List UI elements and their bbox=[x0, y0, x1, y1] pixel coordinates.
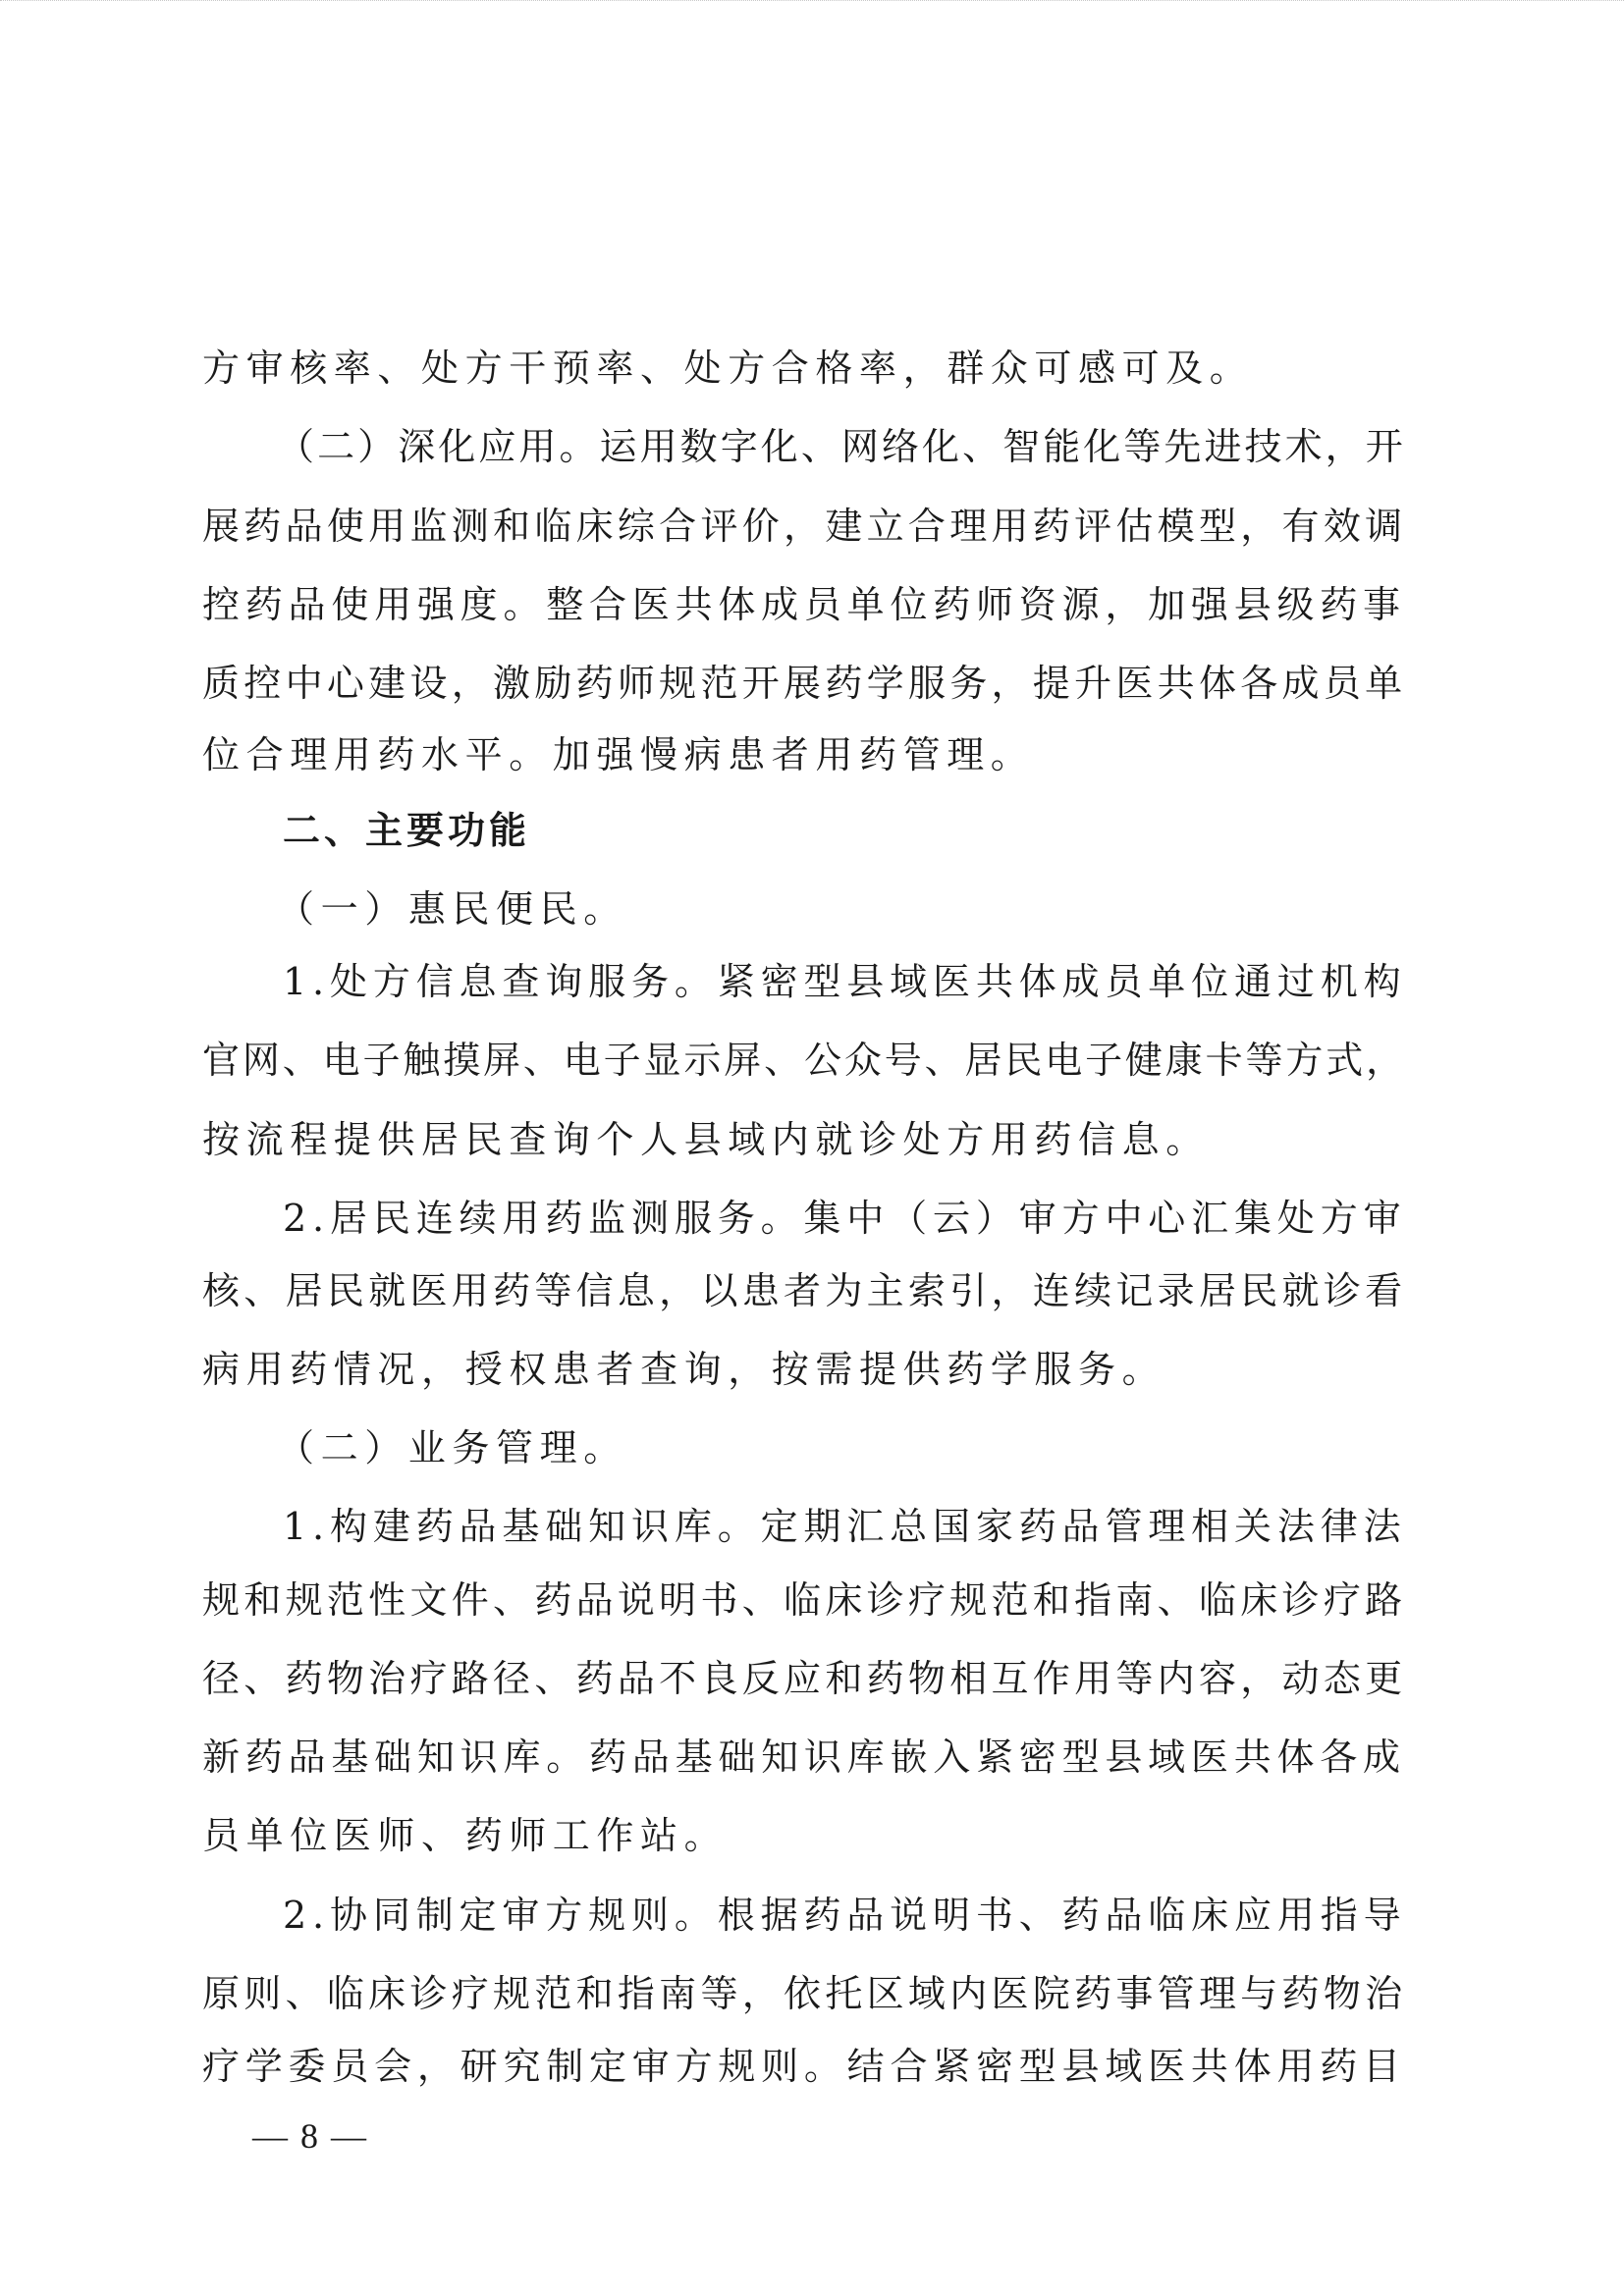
text-line: 疗学委员会，研究制定审方规则。结合紧密型县域医共体用药目 bbox=[202, 2045, 1406, 2088]
text-line: 方审核率、处方干预率、处方合格率，群众可感可及。 bbox=[202, 347, 1254, 390]
text-line: 按流程提供居民查询个人县域内就诊处方用药信息。 bbox=[202, 1118, 1210, 1161]
text-line: （二）深化应用。运用数字化、网络化、智能化等先进技术，开 bbox=[277, 425, 1406, 468]
text-line: 规和规范性文件、药品说明书、临床诊疗规范和指南、临床诊疗路 bbox=[202, 1578, 1407, 1622]
section-heading: 二、主要功能 bbox=[283, 809, 531, 852]
page-number: — 8 — bbox=[252, 2116, 368, 2156]
text-line: 2.协同制定审方规则。根据药品说明书、药品临床应用指导 bbox=[283, 1894, 1407, 1937]
text-line: 位合理用药水平。加强慢病患者用药管理。 bbox=[202, 733, 1035, 776]
subsection-heading: （二）业务管理。 bbox=[277, 1426, 627, 1469]
text-line: 病用药情况，授权患者查询，按需提供药学服务。 bbox=[202, 1348, 1166, 1391]
text-line: 新药品基础知识库。药品基础知识库嵌入紧密型县域医共体各成 bbox=[202, 1735, 1406, 1779]
text-line: 控药品使用强度。整合医共体成员单位药师资源，加强县级药事 bbox=[202, 583, 1406, 626]
text-line: 1.构建药品基础知识库。定期汇总国家药品管理相关法律法 bbox=[283, 1505, 1407, 1548]
text-line: 径、药物治疗路径、药品不良反应和药物相互作用等内容，动态更 bbox=[202, 1657, 1407, 1700]
text-line: 2.居民连续用药监测服务。集中（云）审方中心汇集处方审 bbox=[283, 1197, 1407, 1240]
text-line: 展药品使用监测和临床综合评价，建立合理用药评估模型，有效调 bbox=[202, 505, 1407, 548]
top-border bbox=[0, 0, 1624, 3]
text-line: 1.处方信息查询服务。紧密型县域医共体成员单位通过机构 bbox=[283, 960, 1407, 1003]
text-line: 核、居民就医用药等信息，以患者为主索引，连续记录居民就诊看 bbox=[202, 1269, 1407, 1312]
text-line: 官网、电子触摸屏、电子显示屏、公众号、居民电子健康卡等方式， bbox=[202, 1039, 1407, 1082]
text-line: 原则、临床诊疗规范和指南等，依托区域内医院药事管理与药物治 bbox=[202, 1972, 1407, 2015]
text-line: 质控中心建设，激励药师规范开展药学服务，提升医共体各成员单 bbox=[202, 662, 1407, 705]
text-line: 员单位医师、药师工作站。 bbox=[202, 1814, 729, 1857]
subsection-heading: （一）惠民便民。 bbox=[277, 887, 627, 931]
